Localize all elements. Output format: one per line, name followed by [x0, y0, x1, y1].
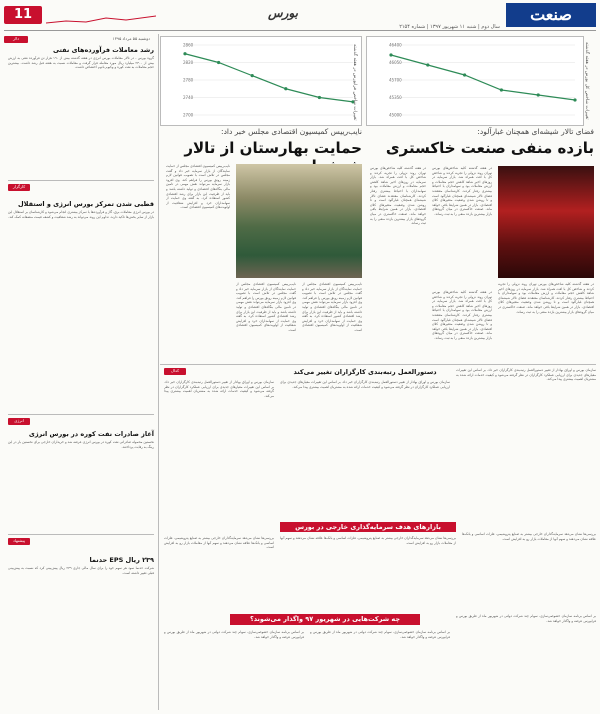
logo: صنعت — [506, 3, 596, 27]
story4-column — [280, 536, 456, 606]
story3-body-2: سازمان بورس و اوراق بهادار از تغییر دستورالعمل رتبه‌بندی کارگزاران خبر داد. بر اساس این تغییرات معیارهای جدیدی برای ارزیابی عملکرد کارگزاران در نظر گرفته می‌شود و کیفیت خدمات ارائه شده به مشتریان اهمیت بیشتری پیدا می‌کند. — [456, 368, 596, 382]
sidebar-box2-title: قطبی شدن تمرکز بورس انرژی و استقلال — [18, 200, 154, 208]
story1-column — [432, 166, 492, 286]
data-point — [463, 73, 466, 76]
story1-column-2 — [498, 282, 594, 358]
story1-body-3: در هفته گذشته کلیه شاخص‌های بورس تهران روند نزولی را تجربه کردند و شاخص کل با افت همراه شد. بازار سرمایه در روزهای اخیر شاهد کاهش حجم معاملات و ارزش معاملات بود و سهامداران با احتیاط بیشتری رفتار کردند. کارشناسان معتقدند فضای تالار شیشه‌ای همچنان غبارآلود است و تا روشن شدن وضعیت متغیرهای کلان اقتصادی، بازار در همین شرایط باقی خواهد ماند. صنعت خاکستری در میان گروه‌های بازار بیشترین بازده منفی را به ثبت رساند. — [432, 290, 492, 340]
story3-body: سازمان بورس و اوراق بهادار از تغییر دستورالعمل رتبه‌بندی کارگزاران خبر داد. بر اساس این تغییرات معیارهای جدیدی برای ارزیابی عملکرد کارگزاران در نظر گرفته می‌شود و کیفیت خدمات ارائه شده به مشتریان اهمیت بیشتری پیدا می‌کند. — [280, 380, 450, 389]
story2-column-3 — [302, 282, 362, 360]
sidebar-box4 — [8, 566, 154, 706]
tick-label: 45700 — [389, 77, 402, 83]
story1-photo — [498, 166, 594, 278]
story4-body-2: بررسی‌ها نشان می‌دهد سرمایه‌گذاران خارجی بیشتر به صنایع پتروشیمی، فلزات اساسی و بانک‌ها علاقه نشان می‌دهند و سهم آنها از معاملات بازار رو به افزایش است. — [164, 536, 274, 550]
tick-label: 46050 — [389, 60, 402, 65]
sidebar-box3-body: نخستین محموله صادراتی نفت کوره در بورس انرژی عرضه شد و خریداران خارجی برای نخستین بار در این رینگ به رقابت پرداختند. — [8, 440, 154, 449]
story2-photo — [236, 164, 362, 278]
sidebar-box1 — [8, 56, 154, 176]
chart-axis-label-right: تغییرات شاخص فرابورس در هفته گذشته — [352, 43, 357, 120]
data-point — [318, 96, 321, 99]
data-point — [426, 63, 429, 66]
index-chart-svg — [367, 37, 583, 125]
story2-body-3: نایب‌رییس کمیسیون اقتصادی مجلس از حمایت نمایندگان از بازار سرمایه خبر داد و گفت مجلس در تلاش است با تصویب قوانین لازم زمینه رونق بورس را فراهم کند. وی افزود بازار سرمایه می‌تواند نقش مهمی در تامین مالی بنگاه‌های اقتصادی و تولید داشته باشد و باید از ظرفیت این بازار برای رشد اقتصادی کشور استفاده کرد. به گفته وی حمایت از سهامداران خرد و افزایش شفافیت از اولویت‌های کمیسیون اقتصادی است. — [302, 282, 362, 332]
tick-label: 2740 — [183, 95, 194, 100]
tick-label: 2780 — [183, 77, 194, 83]
story5-column-3 — [456, 614, 596, 708]
sidebar-box4-body: شرکت حدنما سود هر سهم خود را برای سال مالی جاری ۲۳۹ ریال پیش‌بینی کرد که نسبت به پیش‌بینی قبلی تغییر داشته است. — [8, 566, 154, 575]
index-chart-right — [160, 36, 362, 126]
story2-body-2: نایب‌رییس کمیسیون اقتصادی مجلس از حمایت نمایندگان از بازار سرمایه خبر داد و گفت مجلس در تلاش است با تصویب قوانین لازم زمینه رونق بورس را فراهم کند. وی افزود بازار سرمایه می‌تواند نقش مهمی در تامین مالی بنگاه‌های اقتصادی و تولید داشته باشد و باید از ظرفیت این بازار برای رشد اقتصادی کشور استفاده کرد. به گفته وی حمایت از سهامداران خرد و افزایش شفافیت از اولویت‌های کمیسیون اقتصادی است. — [236, 282, 296, 332]
sidebar-divider-3 — [8, 534, 154, 535]
section-divider — [160, 364, 596, 365]
dateline: سال دوم | شنبه ۱۱ شهریور ۱۳۹۷ | شماره ۲۱۵۴ — [399, 24, 500, 30]
series-line — [391, 55, 575, 100]
sidebar-divider-2 — [8, 414, 154, 415]
story3-title: دستورالعمل رتبه‌بندی کارگزاران تغییر می‌کند — [293, 368, 437, 376]
sidebar-box1-title: رشد معاملات فرآورده‌های نفتی — [52, 46, 154, 54]
section-title: بورس — [268, 6, 298, 20]
tick-label: 45350 — [389, 95, 402, 100]
sidebar-box2 — [8, 210, 154, 410]
sidebar-label: دوشنبه ۵۵ مرداد ۱۳۹۵ — [112, 36, 150, 41]
story3-column — [280, 380, 450, 520]
story1-body-2: در هفته گذشته کلیه شاخص‌های بورس تهران روند نزولی را تجربه کردند و شاخص کل با افت همراه شد. بازار سرمایه در روزهای اخیر شاهد کاهش حجم معاملات و ارزش معاملات بود و سهامداران با احتیاط بیشتری رفتار کردند. کارشناسان معتقدند فضای تالار شیشه‌ای همچنان غبارآلود است و تا روشن شدن وضعیت متغیرهای کلان اقتصادی، بازار در همین شرایط باقی خواهد ماند. صنعت خاکستری در میان گروه‌های بازار بیشترین بازده منفی را به ثبت رساند. — [498, 282, 594, 314]
sidebar-divider-1 — [8, 180, 154, 181]
story1-headline: بازده منفی صنعت خاکستری — [385, 139, 594, 157]
sidebar-box3 — [8, 440, 154, 530]
story4-column-2 — [164, 536, 274, 606]
story2-column-2 — [236, 282, 296, 360]
data-point — [217, 61, 220, 64]
farabourse-chart-svg — [161, 37, 361, 125]
story1-kicker: فضای تالار شیشه‌ای همچنان غبارآلود: — [477, 127, 594, 136]
data-point — [573, 98, 576, 101]
story1-body-4: در هفته گذشته کلیه شاخص‌های بورس تهران روند نزولی را تجربه کردند و شاخص کل با افت همراه شد. بازار سرمایه در روزهای اخیر شاهد کاهش حجم معاملات و ارزش معاملات بود و سهامداران با احتیاط بیشتری رفتار کردند. کارشناسان معتقدند فضای تالار شیشه‌ای همچنان غبارآلود است و تا روشن شدن وضعیت متغیرهای کلان اقتصادی، بازار در همین شرایط باقی خواهد ماند. صنعت خاکستری در میان گروه‌های بازار بیشترین بازده منفی را به ثبت رساند. — [370, 166, 426, 226]
story2-body: نایب‌رییس کمیسیون اقتصادی مجلس از حمایت نمایندگان از بازار سرمایه خبر داد و گفت مجلس در تلاش است با تصویب قوانین لازم زمینه رونق بورس را فراهم کند. وی افزود بازار سرمایه می‌تواند نقش مهمی در تامین مالی بنگاه‌های اقتصادی و تولید داشته باشد و باید از ظرفیت این بازار برای رشد اقتصادی کشور استفاده کرد. به گفته وی حمایت از سهامداران خرد و افزایش شفافیت از اولویت‌های کمیسیون اقتصادی است. — [166, 164, 230, 210]
story5-body-1: بر اساس برنامه سازمان خصوصی‌سازی، سهام چند شرکت دولتی در شهریور ماه از طریق بورس و فرابورس عرضه و واگذار خواهد شد. — [164, 630, 304, 639]
series-line — [185, 54, 353, 102]
story4-column-3 — [462, 532, 596, 608]
tick-label: 2860 — [183, 42, 194, 48]
tick-label: 45000 — [389, 112, 402, 118]
data-point — [251, 74, 254, 77]
sidebar-tag-4: پیشنهاد — [8, 538, 30, 545]
story1-column-3 — [432, 290, 492, 360]
data-point — [284, 87, 287, 90]
sidebar-box3-title: آغاز صادرات نفت کوره در بورس انرژی — [28, 430, 154, 438]
lower-column-1-body: سازمان بورس و اوراق بهادار از تغییر دستورالعمل رتبه‌بندی کارگزاران خبر داد. بر اساس این تغییرات معیارهای جدیدی برای ارزیابی عملکرد کارگزاران در نظر گرفته می‌شود و کیفیت خدمات ارائه شده به مشتریان اهمیت بیشتری پیدا می‌کند. — [164, 380, 274, 398]
story4-body-3: بررسی‌ها نشان می‌دهد سرمایه‌گذاران خارجی بیشتر به صنایع پتروشیمی، فلزات اساسی و بانک‌ها علاقه نشان می‌دهند و سهم آنها از معاملات بازار رو به افزایش است. — [462, 532, 596, 541]
story5-column-1 — [164, 630, 304, 708]
data-point — [183, 52, 186, 55]
sidebar-box4-title: ۲۳۹ ریال EPS حدنما — [89, 556, 154, 564]
story5-column-2 — [310, 630, 450, 708]
lower-tag: کدال — [164, 368, 186, 375]
header-rule — [4, 30, 596, 31]
story3-column-2 — [456, 368, 596, 528]
story5-body-3: بر اساس برنامه سازمان خصوصی‌سازی، سهام چند شرکت دولتی در شهریور ماه از طریق بورس و فرابورس عرضه و واگذار خواهد شد. — [456, 614, 596, 623]
index-chart-left — [366, 36, 584, 126]
page-number: 11 — [4, 6, 42, 24]
header-trend-graphic — [46, 15, 156, 25]
sidebar-tag-1: دلار — [4, 36, 28, 43]
story2-kicker: نایب‌رییس کمیسیون اقتصادی مجلس خبر داد: — [221, 127, 362, 136]
story5-title: چه شرکت‌هایی در شهریور ۹۷ واگذار می‌شوند؟ — [230, 614, 420, 625]
column-divider — [158, 34, 159, 710]
sidebar-tag-3: انرژی — [8, 418, 30, 425]
tick-label: 2820 — [183, 60, 194, 65]
chart-axis-label-left: تغییرات شاخص کل بورس در هفته گذشته — [584, 42, 589, 120]
story4-title: بازارهای هدف سرمایه‌گذاری خارجی در بورس — [280, 522, 456, 532]
tick-label: 46400 — [389, 42, 402, 48]
data-point — [389, 53, 392, 56]
sidebar-box2-body: در بورس انرژی معاملات برق، گاز و فرآورده‌ها با تمرکز بیشتری انجام می‌شود و کارشناسان بر استقلال این بازار از سایر بخش‌ها تاکید دارند. تداوم این روند می‌تواند به رشد شفافیت و کشف قیمت منصفانه کمک کند. — [8, 210, 154, 219]
data-point — [500, 88, 503, 91]
story5-body-2: بر اساس برنامه سازمان خصوصی‌سازی، سهام چند شرکت دولتی در شهریور ماه از طریق بورس و فرابورس عرضه و واگذار خواهد شد. — [310, 630, 450, 639]
lower-column-1 — [164, 380, 274, 530]
tick-label: 2700 — [183, 112, 194, 118]
story2-column — [166, 164, 230, 360]
story2-headline: حمایت بهارستان از تالار — [184, 139, 362, 157]
header-decoration — [46, 10, 156, 20]
sidebar-tag-2: کارگزار — [8, 184, 30, 191]
story1-body: در هفته گذشته کلیه شاخص‌های بورس تهران روند نزولی را تجربه کردند و شاخص کل با افت همراه شد. بازار سرمایه در روزهای اخیر شاهد کاهش حجم معاملات و ارزش معاملات بود و سهامداران با احتیاط بیشتری رفتار کردند. کارشناسان معتقدند فضای تالار شیشه‌ای همچنان غبارآلود است و تا روشن شدن وضعیت متغیرهای کلان اقتصادی، بازار در همین شرایط باقی خواهد ماند. صنعت خاکستری در میان گروه‌های بازار بیشترین بازده منفی را به ثبت رساند. — [432, 166, 492, 216]
story1-column-4 — [370, 166, 426, 362]
story4-body: بررسی‌ها نشان می‌دهد سرمایه‌گذاران خارجی بیشتر به صنایع پتروشیمی، فلزات اساسی و بانک‌ها علاقه نشان می‌دهند و سهم آنها از معاملات بازار رو به افزایش است. — [280, 536, 456, 545]
sidebar-box1-body: گروه بورس - در تالار معاملات بورس انرژی در هفته گذشته بیش از ۱۹۰ هزار تن فرآورده نفتی به ارزش بیش از ۲۳۰۰ میلیارد ریال مورد معامله قرار گرفت و معاملات نسبت به هفته قبل رشد داشت. بیشترین حجم معاملات به نفت کوره و وکیوم باتوم اختصاص داشت. — [8, 56, 154, 70]
data-point — [537, 93, 540, 96]
